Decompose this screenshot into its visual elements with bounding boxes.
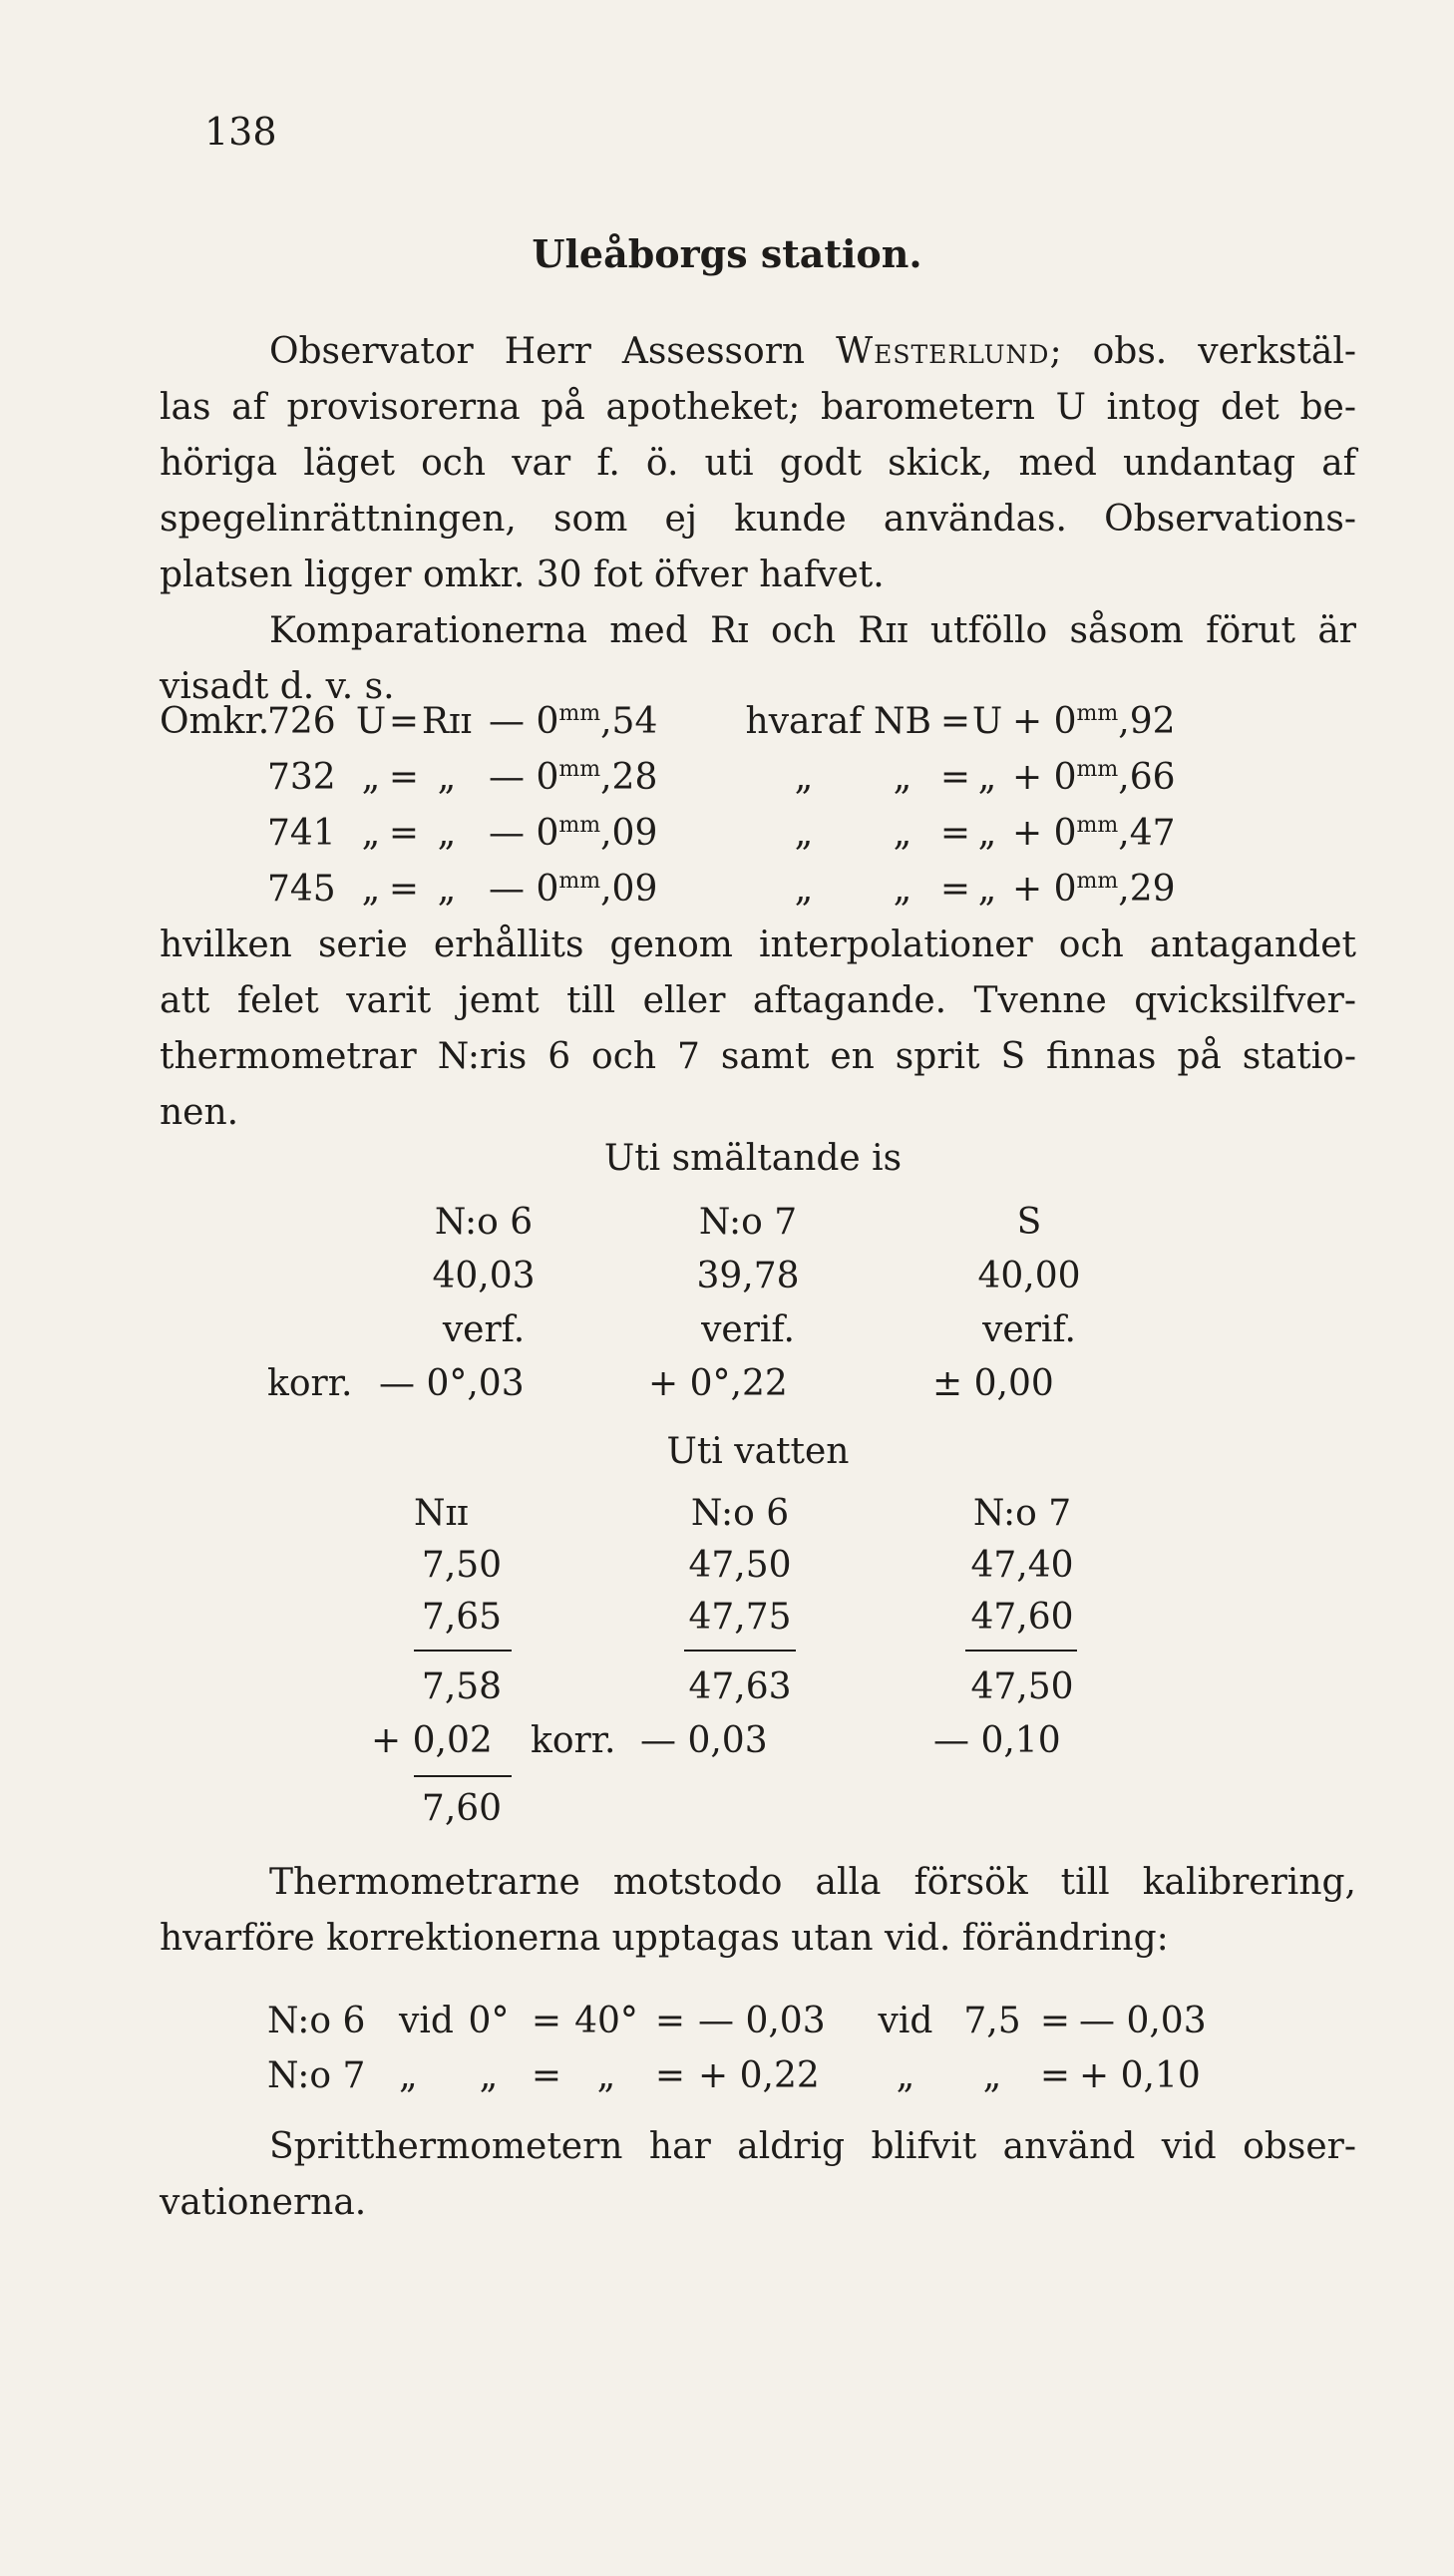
comparison-difference: — $0^{mm},54$ — [489, 701, 658, 742]
ice-col2-corr: + 0°,22 — [648, 1363, 788, 1404]
comparison-correction: + $0^{mm},47$ — [1012, 813, 1176, 854]
correction-eq3: = — [1039, 2055, 1071, 2096]
correction-a: „ — [479, 2055, 499, 2096]
water-col2-head: N:o 6 — [690, 1493, 790, 1534]
comparison-r-symbol: Rɪɪ — [421, 701, 473, 742]
water-col3-v1: 47,40 — [970, 1545, 1074, 1586]
comparison-hvaraf: „ — [794, 813, 814, 854]
correction-eq2: = — [654, 2001, 686, 2041]
sum-rule — [965, 1650, 1077, 1652]
water-col2-corr: — 0,03 — [640, 1720, 768, 1761]
intro-line-7: visadt d. v. s. — [160, 666, 395, 707]
correction-b: 40° — [574, 2001, 638, 2041]
sum-rule — [414, 1775, 512, 1777]
sum-rule — [684, 1650, 796, 1652]
spirit-paragraph — [160, 2119, 1356, 2231]
correction-eq1: = — [531, 2055, 562, 2096]
comparison-r-symbol: „ — [437, 757, 457, 798]
comparison-row-number: 726 — [267, 701, 336, 742]
comparison-difference: — $0^{mm},28$ — [489, 757, 658, 798]
ice-col3-note: verif. — [982, 1309, 1076, 1350]
water-col3-head: N:o 7 — [972, 1493, 1072, 1534]
comparison-correction: + $0^{mm},29$ — [1012, 869, 1176, 910]
comparison-u-symbol: U — [355, 701, 387, 742]
comparison-equals: = — [388, 869, 420, 910]
series-line-3: thermometrar N:ris 6 och 7 samt en sprit S finnas på statio- — [160, 1036, 1356, 1077]
ice-col3-corr: ± 0,00 — [932, 1363, 1054, 1404]
comparison-nb: NB — [874, 701, 931, 742]
water-heading: Uti vatten — [666, 1431, 850, 1472]
comparison-equals: = — [939, 701, 971, 742]
comparison-hvaraf: „ — [794, 869, 814, 910]
water-col1-corr: + 0,02 — [371, 1720, 493, 1761]
series-line-4: nen. — [160, 1092, 239, 1133]
water-col1-v1: 7,50 — [421, 1545, 503, 1586]
ice-col3-value: 40,00 — [977, 1256, 1081, 1296]
correction-vid: „ — [399, 2055, 418, 2096]
comparison-u-symbol: „ — [977, 869, 997, 910]
intro-line-3: höriga läget och var f. ö. uti godt skick, med undantag af — [160, 443, 1356, 484]
ice-col2-value: 39,78 — [696, 1256, 800, 1296]
water-col2-v2: 47,75 — [688, 1597, 792, 1638]
comparison-u-symbol: „ — [361, 757, 381, 798]
comparison-row-number: 745 — [267, 869, 336, 910]
comparison-r-symbol: „ — [437, 869, 457, 910]
comparison-correction: + $0^{mm},92$ — [1012, 701, 1176, 742]
comparison-hvaraf: hvaraf — [745, 701, 863, 742]
observer-name: Westerlund — [836, 331, 1050, 372]
intro-line-5: platsen ligger omkr. 30 fot öfver hafvet. — [160, 554, 885, 595]
comparison-u-symbol: „ — [361, 869, 381, 910]
ice-col2-head: N:o 7 — [698, 1202, 798, 1243]
series-line-1: hvilken serie erhållits genom interpolationer och antagandet — [160, 924, 1356, 965]
comparison-equals: = — [939, 757, 971, 798]
sum-rule — [414, 1650, 512, 1652]
comparison-u-symbol: „ — [361, 813, 381, 854]
comparison-equals: = — [388, 757, 420, 798]
intro-line-6: Komparationerna med Rɪ och Rɪɪ utföllo såsom förut är — [269, 610, 1356, 651]
intro-line-1: Observator Herr Assessorn Westerlund; obs. verkstäl- — [269, 331, 1356, 372]
comparison-equals: = — [388, 813, 420, 854]
ice-col1-note: verf. — [442, 1309, 526, 1350]
calibration-line-2: hvarföre korrektionerna upptagas utan vid. förändring: — [160, 1918, 1169, 1959]
water-col1-mean: 7,58 — [421, 1666, 503, 1707]
comparison-prefix: Omkr. — [160, 701, 270, 742]
ice-heading: Uti smältande is — [603, 1138, 903, 1179]
spirit-line-1: Spritthermometern har aldrig blifvit använd vid obser- — [269, 2126, 1356, 2167]
comparison-difference: — $0^{mm},09$ — [489, 813, 658, 854]
water-col1-v2: 7,65 — [421, 1597, 503, 1638]
comparison-nb: „ — [893, 869, 912, 910]
series-line-2: att felet varit jemt till eller aftagande. Tvenne qvicksilfver- — [160, 980, 1356, 1021]
comparison-nb: „ — [893, 813, 912, 854]
ice-col2-note: verif. — [701, 1309, 795, 1350]
water-col2-mean: 47,63 — [688, 1666, 792, 1707]
comparison-r-symbol: „ — [437, 813, 457, 854]
comparison-u-symbol: U — [971, 701, 1003, 742]
comparison-row-number: 741 — [267, 813, 336, 854]
water-col2-v1: 47,50 — [688, 1545, 792, 1586]
correction-eq3: = — [1039, 2001, 1071, 2041]
correction-vid2: „ — [896, 2055, 915, 2096]
ice-col1-head: N:o 6 — [434, 1202, 534, 1243]
water-col1-final: 7,60 — [421, 1788, 503, 1829]
ice-col3-head: S — [1016, 1202, 1042, 1243]
comparison-row-number: 732 — [267, 757, 336, 798]
correction-vid: vid — [399, 2001, 454, 2041]
comparison-difference: — $0^{mm},09$ — [489, 869, 658, 910]
intro-paragraph — [160, 324, 1356, 715]
water-korr-label: korr. — [531, 1720, 616, 1761]
correction-d: 7,5 — [963, 2001, 1021, 2041]
correction-c: + 0,22 — [698, 2055, 820, 2096]
water-col3-v2: 47,60 — [970, 1597, 1074, 1638]
comparison-correction: + $0^{mm},66$ — [1012, 757, 1176, 798]
comparison-equals: = — [939, 869, 971, 910]
correction-eq1: = — [531, 2001, 562, 2041]
ice-korr-label: korr. — [267, 1363, 353, 1404]
series-paragraph — [160, 918, 1356, 1141]
correction-e: + 0,10 — [1079, 2055, 1201, 2096]
correction-eq2: = — [654, 2055, 686, 2096]
comparison-equals: = — [939, 813, 971, 854]
intro-line-4: spegelinrättningen, som ej kunde användas. Observations- — [160, 499, 1356, 540]
comparison-u-symbol: „ — [977, 813, 997, 854]
water-col1-head: Nɪɪ — [414, 1493, 469, 1534]
correction-no: N:o 7 — [267, 2055, 366, 2096]
calibration-paragraph — [160, 1855, 1356, 1967]
comparison-hvaraf: „ — [794, 757, 814, 798]
intro-line-2: las af provisorerna på apotheket; barometern U intog det be- — [160, 387, 1356, 428]
water-col3-mean: 47,50 — [970, 1666, 1074, 1707]
spirit-line-2: vationerna. — [160, 2182, 367, 2223]
correction-no: N:o 6 — [267, 2001, 366, 2041]
ice-col1-value: 40,03 — [432, 1256, 536, 1296]
comparison-nb: „ — [893, 757, 912, 798]
calibration-line-1: Thermometrarne motstodo alla försök till kalibrering, — [269, 1862, 1356, 1903]
correction-a: 0° — [468, 2001, 510, 2041]
correction-d: „ — [982, 2055, 1002, 2096]
water-col3-corr: — 0,10 — [933, 1720, 1061, 1761]
comparison-equals: = — [388, 701, 420, 742]
page-number: 138 — [204, 110, 277, 154]
comparison-u-symbol: „ — [977, 757, 997, 798]
correction-e: — 0,03 — [1079, 2001, 1207, 2041]
correction-b: „ — [596, 2055, 616, 2096]
ice-col1-corr: — 0°,03 — [379, 1363, 525, 1404]
page-title: Uleåborgs station. — [532, 231, 922, 276]
correction-vid2: vid — [878, 2001, 933, 2041]
correction-c: — 0,03 — [698, 2001, 826, 2041]
